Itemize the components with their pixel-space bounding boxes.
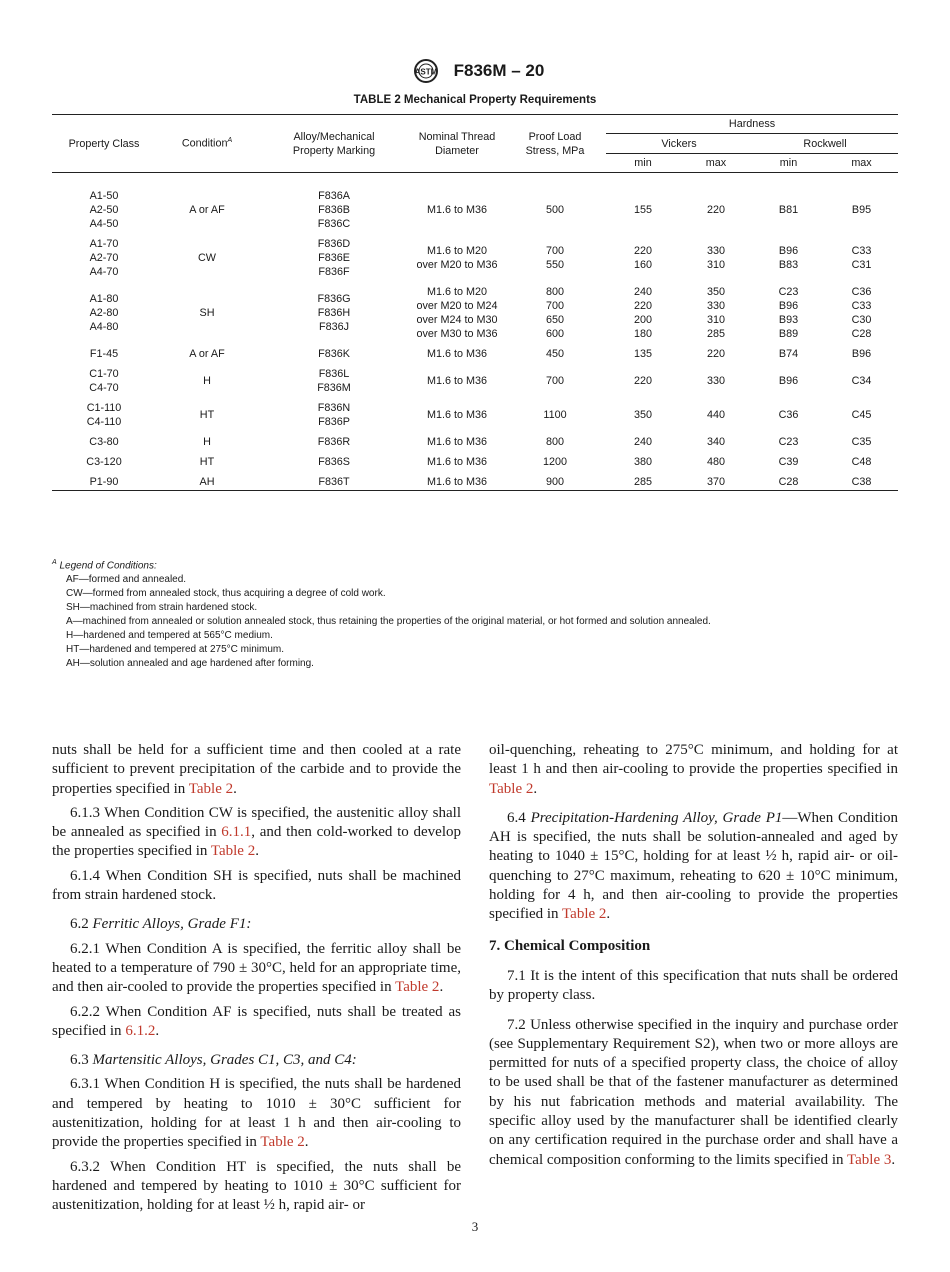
table-cell-classes xyxy=(52,279,156,341)
cell-line: 1200 xyxy=(542,456,568,468)
header-marking-label: Alloy/Mechanical Property Marking xyxy=(292,130,376,157)
table-cell-r-min xyxy=(752,361,825,395)
legend xyxy=(52,556,912,671)
cell-line: HT xyxy=(199,409,215,421)
cell-line: HT xyxy=(199,456,215,468)
cell-line: C48 xyxy=(851,456,872,468)
table-cell-r-max xyxy=(825,173,898,232)
table-cell-classes xyxy=(52,395,156,429)
cell-line: 285 xyxy=(633,476,652,488)
section-6-2-2: 6.2.2 When Condition AF is specified, nuts shall be treated as specified in 6.1.2. xyxy=(52,1003,461,1039)
table-body xyxy=(52,173,898,491)
cell-line: F836B xyxy=(318,204,350,216)
table-cell-r-max xyxy=(825,429,898,449)
cell-line: A4-50 xyxy=(89,218,119,230)
table-cell-r-max xyxy=(825,279,898,341)
cell-line: H xyxy=(203,375,211,387)
cell-line: 440 xyxy=(706,409,725,421)
table-2-link[interactable]: Table 2 xyxy=(188,780,234,797)
section-number: 6.3 xyxy=(70,1052,89,1069)
table-cell-markings xyxy=(258,469,410,491)
cell-line: C1-110 xyxy=(86,402,122,414)
table-cell-diameters xyxy=(410,395,504,429)
cell-line: F836N xyxy=(317,402,351,414)
cell-line: 550 xyxy=(545,259,564,271)
cell-line: F836J xyxy=(318,321,349,333)
header-condition-label: Condition xyxy=(181,137,228,150)
cell-line: B89 xyxy=(778,328,799,340)
cell-line: over M30 to M36 xyxy=(416,328,498,340)
header-hardness: Hardness xyxy=(606,115,898,134)
cell-line: F836H xyxy=(317,307,351,319)
cell-line: F836R xyxy=(317,436,351,448)
table-cell-markings xyxy=(258,395,410,429)
table-row xyxy=(52,279,898,341)
table-cell-diameters xyxy=(410,469,504,491)
cell-line: 330 xyxy=(706,300,725,312)
table-cell-condition xyxy=(156,449,258,469)
cell-line: C36 xyxy=(851,286,872,298)
cell-line: 700 xyxy=(545,300,564,312)
header-vickers-min: min xyxy=(606,154,680,173)
section-6-3-2: 6.3.2 When Condition HT is specified, the nuts shall be hardened and tempered by heating to 1010 ± 30°C sufficient for austenitization, holding for at least ½ h, rapid air- or xyxy=(52,1158,461,1214)
header-rockwell: Rockwell xyxy=(752,134,898,154)
cell-line: 340 xyxy=(706,436,725,448)
table-cell-v-max xyxy=(680,173,752,232)
section-7-1: 7.1 It is the intent of this specification that nuts shall be ordered by property class. xyxy=(489,967,898,1004)
section-number: 6.4 xyxy=(507,809,526,826)
table-cell-v-min xyxy=(606,395,680,429)
table-cell-diameters xyxy=(410,173,504,232)
cell-line: 330 xyxy=(706,245,725,257)
table-cell-v-min xyxy=(606,279,680,341)
table-cell-markings xyxy=(258,173,410,232)
header-proof-label: Proof Load Stress, MPa xyxy=(525,130,585,157)
cell-line: B81 xyxy=(778,204,799,216)
cell-line: 380 xyxy=(633,456,652,468)
right-column xyxy=(489,741,898,1175)
cell-line: A2-50 xyxy=(89,204,119,216)
table-cell-classes xyxy=(52,361,156,395)
cell-line: M1.6 to M20 xyxy=(426,286,487,298)
cell-line: 330 xyxy=(706,375,725,387)
table-cell-v-max xyxy=(680,279,752,341)
header-diameter xyxy=(410,115,504,173)
table-cell-condition xyxy=(156,231,258,279)
table-row xyxy=(52,429,898,449)
table-2-link[interactable]: Table 2 xyxy=(489,780,534,797)
cell-line: 1100 xyxy=(543,409,567,421)
table-cell-r-min xyxy=(752,279,825,341)
table-cell-condition xyxy=(156,429,258,449)
table-cell-markings xyxy=(258,279,410,341)
header-vickers: Vickers xyxy=(606,134,752,154)
cell-line: A1-80 xyxy=(89,293,119,305)
cell-line: B96 xyxy=(778,375,799,387)
table-row xyxy=(52,361,898,395)
table-cell-condition xyxy=(156,361,258,395)
cell-line: M1.6 to M36 xyxy=(426,375,487,387)
cell-line: F836K xyxy=(318,348,350,360)
cell-line: M1.6 to M36 xyxy=(426,204,487,216)
table-cell-diameters xyxy=(410,361,504,395)
table-2-link[interactable]: Table 2 xyxy=(395,979,440,996)
header-marking xyxy=(258,115,410,173)
table-cell-r-min xyxy=(752,469,825,491)
cell-line: H xyxy=(203,436,211,448)
header-rockwell-min: min xyxy=(752,154,825,173)
text: —When Condition AH is specified, the nuts shall be solution-annealed and aged by heating to 1040 ± 15°C, holding for at least ½ h, rapid air- or oil-quenching to 27°C maximum, reheating to 620 ± 10°C minimum, holding for 4 h, and then air-cooling to provide the properties specified in xyxy=(489,809,899,923)
cell-line: 310 xyxy=(706,259,725,271)
cell-line: C28 xyxy=(851,328,872,340)
table-cell-diameters xyxy=(410,341,504,361)
table-cell-v-max xyxy=(680,469,752,491)
table-cell-r-max xyxy=(825,449,898,469)
cell-line: C4-110 xyxy=(86,416,122,428)
table-2-link[interactable]: Table 2 xyxy=(260,1134,305,1151)
table-cell-v-max xyxy=(680,361,752,395)
table-cell-proof xyxy=(504,279,606,341)
cell-line: B96 xyxy=(778,245,799,257)
table-cell-v-min xyxy=(606,429,680,449)
table-cell-classes xyxy=(52,341,156,361)
table-cell-r-max xyxy=(825,341,898,361)
table-3-link[interactable]: Table 3 xyxy=(847,1151,892,1168)
cell-line: M1.6 to M36 xyxy=(426,436,487,448)
cell-line: B83 xyxy=(778,259,799,271)
cell-line: 600 xyxy=(545,328,564,340)
header-rockwell-max: max xyxy=(825,154,898,173)
section-6-1-4: 6.1.4 When Condition SH is specified, nuts shall be machined from strain hardened stock. xyxy=(52,867,461,904)
legend-item: A—machined from annealed or solution annealed stock, thus retaining the properties of the original material, or hot formed and solution annealed. xyxy=(66,616,711,628)
page-number: 3 xyxy=(471,1219,479,1234)
legend-item: HT—hardened and tempered at 275°C minimum. xyxy=(66,644,284,656)
cell-line: M1.6 to M36 xyxy=(426,348,487,360)
table-cell-r-min xyxy=(752,429,825,449)
section-6-1-2-link[interactable]: 6.1.2 xyxy=(125,1022,156,1039)
cell-line: A4-80 xyxy=(89,321,119,333)
table-row xyxy=(52,231,898,279)
table-cell-markings xyxy=(258,429,410,449)
table-cell-v-max xyxy=(680,429,752,449)
cell-line: B96 xyxy=(778,300,799,312)
table-cell-v-max xyxy=(680,341,752,361)
table-cell-r-max xyxy=(825,231,898,279)
table-cell-v-max xyxy=(680,449,752,469)
table-row xyxy=(52,341,898,361)
cell-line: C39 xyxy=(778,456,799,468)
table-cell-proof xyxy=(504,231,606,279)
cell-line: C23 xyxy=(778,436,799,448)
cell-line: 700 xyxy=(545,245,564,257)
section-title: Martensitic Alloys, Grades C1, C3, and C4: xyxy=(92,1052,357,1069)
cell-line: 450 xyxy=(545,348,564,360)
cell-line: A1-70 xyxy=(89,238,119,250)
table-cell-v-max xyxy=(680,231,752,279)
cell-line: 500 xyxy=(545,204,564,216)
cell-line: 480 xyxy=(706,456,725,468)
cell-line: 350 xyxy=(633,409,652,421)
table-2-link[interactable]: Table 2 xyxy=(562,906,607,923)
table-cell-markings xyxy=(258,231,410,279)
cell-line: C4-70 xyxy=(89,382,119,394)
cell-line: C1-70 xyxy=(89,368,119,380)
cell-line: F836T xyxy=(318,476,350,488)
cell-line: 180 xyxy=(633,328,652,340)
cell-line: B96 xyxy=(851,348,872,360)
section-6-1-1-link[interactable]: 6.1.1 xyxy=(221,824,252,841)
legend-item: AH—solution annealed and age hardened after forming. xyxy=(66,658,314,670)
text: 6.3.1 When Condition H is specified, the nuts shall be hardened and tempered by heating to 1010 ± 30°C sufficient for austenitization, holding for at least 1 h and then air-cooling to provide the properties specified in xyxy=(52,1076,461,1151)
cell-line: 800 xyxy=(545,436,564,448)
cell-line: F836S xyxy=(318,456,350,468)
cell-line: C23 xyxy=(778,286,799,298)
cell-line: 160 xyxy=(633,259,652,271)
cell-line: M1.6 to M36 xyxy=(426,476,487,488)
table-cell-classes xyxy=(52,429,156,449)
table-cell-v-min xyxy=(606,341,680,361)
table-cell-r-min xyxy=(752,173,825,232)
cell-line: A or AF xyxy=(189,204,225,216)
text: , and then cold-worked to develop the properties specified in xyxy=(52,824,461,860)
table-row xyxy=(52,395,898,429)
cell-line: C35 xyxy=(851,436,872,448)
section-6-1-3: 6.1.3 When Condition CW is specified, the austenitic alloy shall be annealed as specified in 6.1.1, and then cold-worked to develop the properties specified in Table 2. xyxy=(52,804,461,860)
cell-line: 220 xyxy=(633,300,652,312)
table-row xyxy=(52,173,898,232)
table-cell-r-min xyxy=(752,341,825,361)
section-7-2: 7.2 Unless otherwise specified in the inquiry and purchase order (see Supplementary Requirement S2), when two or more alloys are permitted for nuts of a specified property class, the choice of alloy to be used shall be that of the fastener manufacturer as determined by his nut fabrication methods and material availability. The specific alloy used by the manufacturer shall be identified clearly on any certification required in the purchase order and shall have a chemical composition conforming to the limits specified in Table 3. xyxy=(489,1016,898,1168)
cell-line: P1-90 xyxy=(89,476,119,488)
section-6-2-heading xyxy=(52,915,461,934)
page-header xyxy=(0,58,950,84)
section-title: Ferritic Alloys, Grade F1: xyxy=(92,916,252,933)
cell-line: C31 xyxy=(851,259,872,271)
cell-line: 220 xyxy=(633,245,652,257)
cell-line: 285 xyxy=(706,328,725,340)
table-cell-diameters xyxy=(410,279,504,341)
cell-line: A4-70 xyxy=(89,266,119,278)
paragraph-continued: oil-quenching, reheating to 275°C minimum, and holding for at least 1 h and then air-cooling to provide the properties specified in Table 2. xyxy=(489,742,898,797)
table-cell-markings xyxy=(258,449,410,469)
cell-line: B93 xyxy=(778,314,799,326)
table-cell-v-max xyxy=(680,395,752,429)
cell-line: F836F xyxy=(318,266,350,278)
legend-title: Legend of Conditions: xyxy=(59,560,157,572)
cell-line: 700 xyxy=(545,375,564,387)
header-condition-sup: A xyxy=(227,137,233,145)
cell-line: F836D xyxy=(317,238,351,250)
text: 6.2.2 When Condition AF is specified, nuts shall be treated as specified in xyxy=(52,1003,461,1039)
cell-line: 135 xyxy=(633,348,652,360)
left-column xyxy=(52,741,461,1221)
table-cell-r-max xyxy=(825,469,898,491)
table-cell-diameters xyxy=(410,231,504,279)
table-cell-markings xyxy=(258,361,410,395)
table-cell-markings xyxy=(258,341,410,361)
cell-line: C33 xyxy=(851,245,872,257)
table-cell-v-min xyxy=(606,469,680,491)
cell-line: 220 xyxy=(706,204,725,216)
section-6-2-1: 6.2.1 When Condition A is specified, the ferritic alloy shall be heated to a temperature of 790 ± 30°C, held for an appropriate time, and then air-cooled to provide the properties specified in Table 2. xyxy=(52,940,461,996)
cell-line: F1-45 xyxy=(89,348,119,360)
cell-line: 200 xyxy=(633,314,652,326)
table-cell-classes xyxy=(52,173,156,232)
section-6-4: 6.4 Precipitation-Hardening Alloy, Grade P1—When Condition AH is specified, the nuts shall be solution-annealed and aged by heating to 1040 ± 15°C, holding for at least ½ h, rapid air- or oil-quenching to 27°C maximum, reheating to 620 ± 10°C minimum, holding for 4 h, and then air-cooling to provide the properties specified in Table 2. xyxy=(489,809,899,923)
cell-line: F836A xyxy=(318,190,350,202)
cell-line: F836L xyxy=(318,368,350,380)
cell-line: C34 xyxy=(851,375,872,387)
cell-line: M1.6 to M36 xyxy=(426,409,487,421)
table-cell-v-min xyxy=(606,173,680,232)
legend-item: AF—formed and annealed. xyxy=(66,574,187,586)
legend-item: CW—formed from annealed stock, thus acquiring a degree of cold work. xyxy=(66,588,386,600)
cell-line: 350 xyxy=(706,286,725,298)
paragraph-continued: nuts shall be held for a sufficient time and then cooled at a rate sufficient to prevent precipitation of the carbide and to provide the properties specified in Table 2. xyxy=(52,742,461,797)
section-6-3-heading xyxy=(52,1051,461,1070)
cell-line: M1.6 to M36 xyxy=(426,456,487,468)
table-cell-diameters xyxy=(410,429,504,449)
cell-line: F836P xyxy=(318,416,350,428)
cell-line: F836E xyxy=(318,252,350,264)
cell-line: B74 xyxy=(778,348,799,360)
legend-item: SH—machined from strain hardened stock. xyxy=(66,602,258,614)
cell-line: C36 xyxy=(778,409,799,421)
cell-line: over M24 to M30 xyxy=(416,314,498,326)
legend-sup: A xyxy=(52,559,57,566)
table-cell-proof xyxy=(504,395,606,429)
table-title: TABLE 2 Mechanical Property Requirements xyxy=(353,94,597,106)
legend-item: H—hardened and tempered at 565°C medium. xyxy=(66,630,273,642)
document-code: F836M – 20 xyxy=(453,61,545,80)
table-cell-condition xyxy=(156,173,258,232)
table-cell-r-min xyxy=(752,449,825,469)
table-cell-proof xyxy=(504,173,606,232)
cell-line: 220 xyxy=(706,348,725,360)
cell-line: 220 xyxy=(633,375,652,387)
table-row xyxy=(52,469,898,491)
cell-line: C3-80 xyxy=(89,436,119,448)
cell-line: 650 xyxy=(545,314,564,326)
table-cell-r-max xyxy=(825,395,898,429)
cell-line: 310 xyxy=(706,314,725,326)
cell-line: 240 xyxy=(633,436,652,448)
cell-line: 800 xyxy=(545,286,564,298)
table-cell-r-min xyxy=(752,395,825,429)
cell-line: M1.6 to M20 xyxy=(426,245,487,257)
section-7-heading: 7. Chemical Composition xyxy=(489,937,651,954)
table-cell-classes xyxy=(52,449,156,469)
cell-line: C3-120 xyxy=(86,456,122,468)
cell-line: over M20 to M36 xyxy=(416,259,498,271)
cell-line: CW xyxy=(198,252,216,264)
header-proof-load xyxy=(504,115,606,173)
mechanical-property-table xyxy=(52,114,898,491)
text: nuts shall be held for a sufficient time and then cooled at a rate sufficient to prevent precipitation of the carbide and to provide the properties specified in xyxy=(52,742,461,797)
cell-line: A or AF xyxy=(189,348,225,360)
text: 6.1.3 When Condition CW is specified, the austenitic alloy shall be annealed as specified in xyxy=(52,804,461,841)
table-cell-v-min xyxy=(606,231,680,279)
header-diameter-label: Nominal Thread Diameter xyxy=(418,130,496,157)
cell-line: A2-80 xyxy=(89,307,119,319)
section-6-3-1: 6.3.1 When Condition H is specified, the nuts shall be hardened and tempered by heating to 1010 ± 30°C sufficient for austenitization, holding for at least 1 h and then air-cooling to provide the properties specified in Table 2. xyxy=(52,1076,461,1151)
cell-line: 155 xyxy=(633,204,652,216)
table-2-link[interactable]: Table 2 xyxy=(210,843,256,860)
section-title: Precipitation-Hardening Alloy, Grade P1 xyxy=(530,809,783,826)
table-cell-condition xyxy=(156,469,258,491)
astm-logo-text: ASTM xyxy=(414,67,437,77)
section-number: 6.2 xyxy=(70,916,89,933)
cell-line: 370 xyxy=(706,476,725,488)
table-cell-proof xyxy=(504,341,606,361)
table-cell-v-min xyxy=(606,449,680,469)
cell-line: over M20 to M24 xyxy=(416,300,498,312)
table-cell-proof xyxy=(504,429,606,449)
table-cell-proof xyxy=(504,469,606,491)
cell-line: SH xyxy=(199,307,215,319)
cell-line: 240 xyxy=(633,286,652,298)
cell-line: F836C xyxy=(317,218,351,230)
table-cell-proof xyxy=(504,449,606,469)
table-cell-condition xyxy=(156,279,258,341)
cell-line: F836M xyxy=(317,382,351,394)
text: 6.2.1 When Condition A is specified, the ferritic alloy shall be heated to a temperature of 790 ± 30°C, held for an appropriate time, and then air-cooled to provide the properties specified in xyxy=(52,940,461,996)
header-condition xyxy=(156,115,258,173)
cell-line: AH xyxy=(199,476,215,488)
table-cell-r-min xyxy=(752,231,825,279)
cell-line: A1-50 xyxy=(89,190,119,202)
cell-line: C28 xyxy=(778,476,799,488)
cell-line: C45 xyxy=(851,409,872,421)
text: 7.2 Unless otherwise specified in the inquiry and purchase order (see Supplementary Requirement S2), when two or more alloys are permitted for nuts of a specified property class, the choice of alloy to be used shall be that of the fastener manufacturer as determined by his nut fabrication methods and material availability. The specific alloy used by the manufacturer shall be identified clearly on any certification required in the purchase order and shall have a chemical composition conforming to the limits specified in xyxy=(489,1016,898,1168)
cell-line: B95 xyxy=(851,204,872,216)
table-cell-classes xyxy=(52,231,156,279)
header-property-class: Property Class xyxy=(52,115,156,173)
cell-line: C38 xyxy=(851,476,872,488)
astm-logo-icon xyxy=(406,58,446,84)
cell-line: F836G xyxy=(317,293,351,305)
table-cell-classes xyxy=(52,469,156,491)
table-cell-diameters xyxy=(410,449,504,469)
table-cell-proof xyxy=(504,361,606,395)
table-cell-v-min xyxy=(606,361,680,395)
table-cell-condition xyxy=(156,395,258,429)
table-cell-r-max xyxy=(825,361,898,395)
cell-line: 900 xyxy=(545,476,564,488)
table-row xyxy=(52,449,898,469)
text: oil-quenching, reheating to 275°C minimum, and holding for at least 1 h and then air-cooling to provide the properties specified in xyxy=(489,742,898,778)
cell-line: C30 xyxy=(851,314,872,326)
header-vickers-max: max xyxy=(680,154,752,173)
cell-line: A2-70 xyxy=(89,252,119,264)
cell-line: C33 xyxy=(851,300,872,312)
table-cell-condition xyxy=(156,341,258,361)
